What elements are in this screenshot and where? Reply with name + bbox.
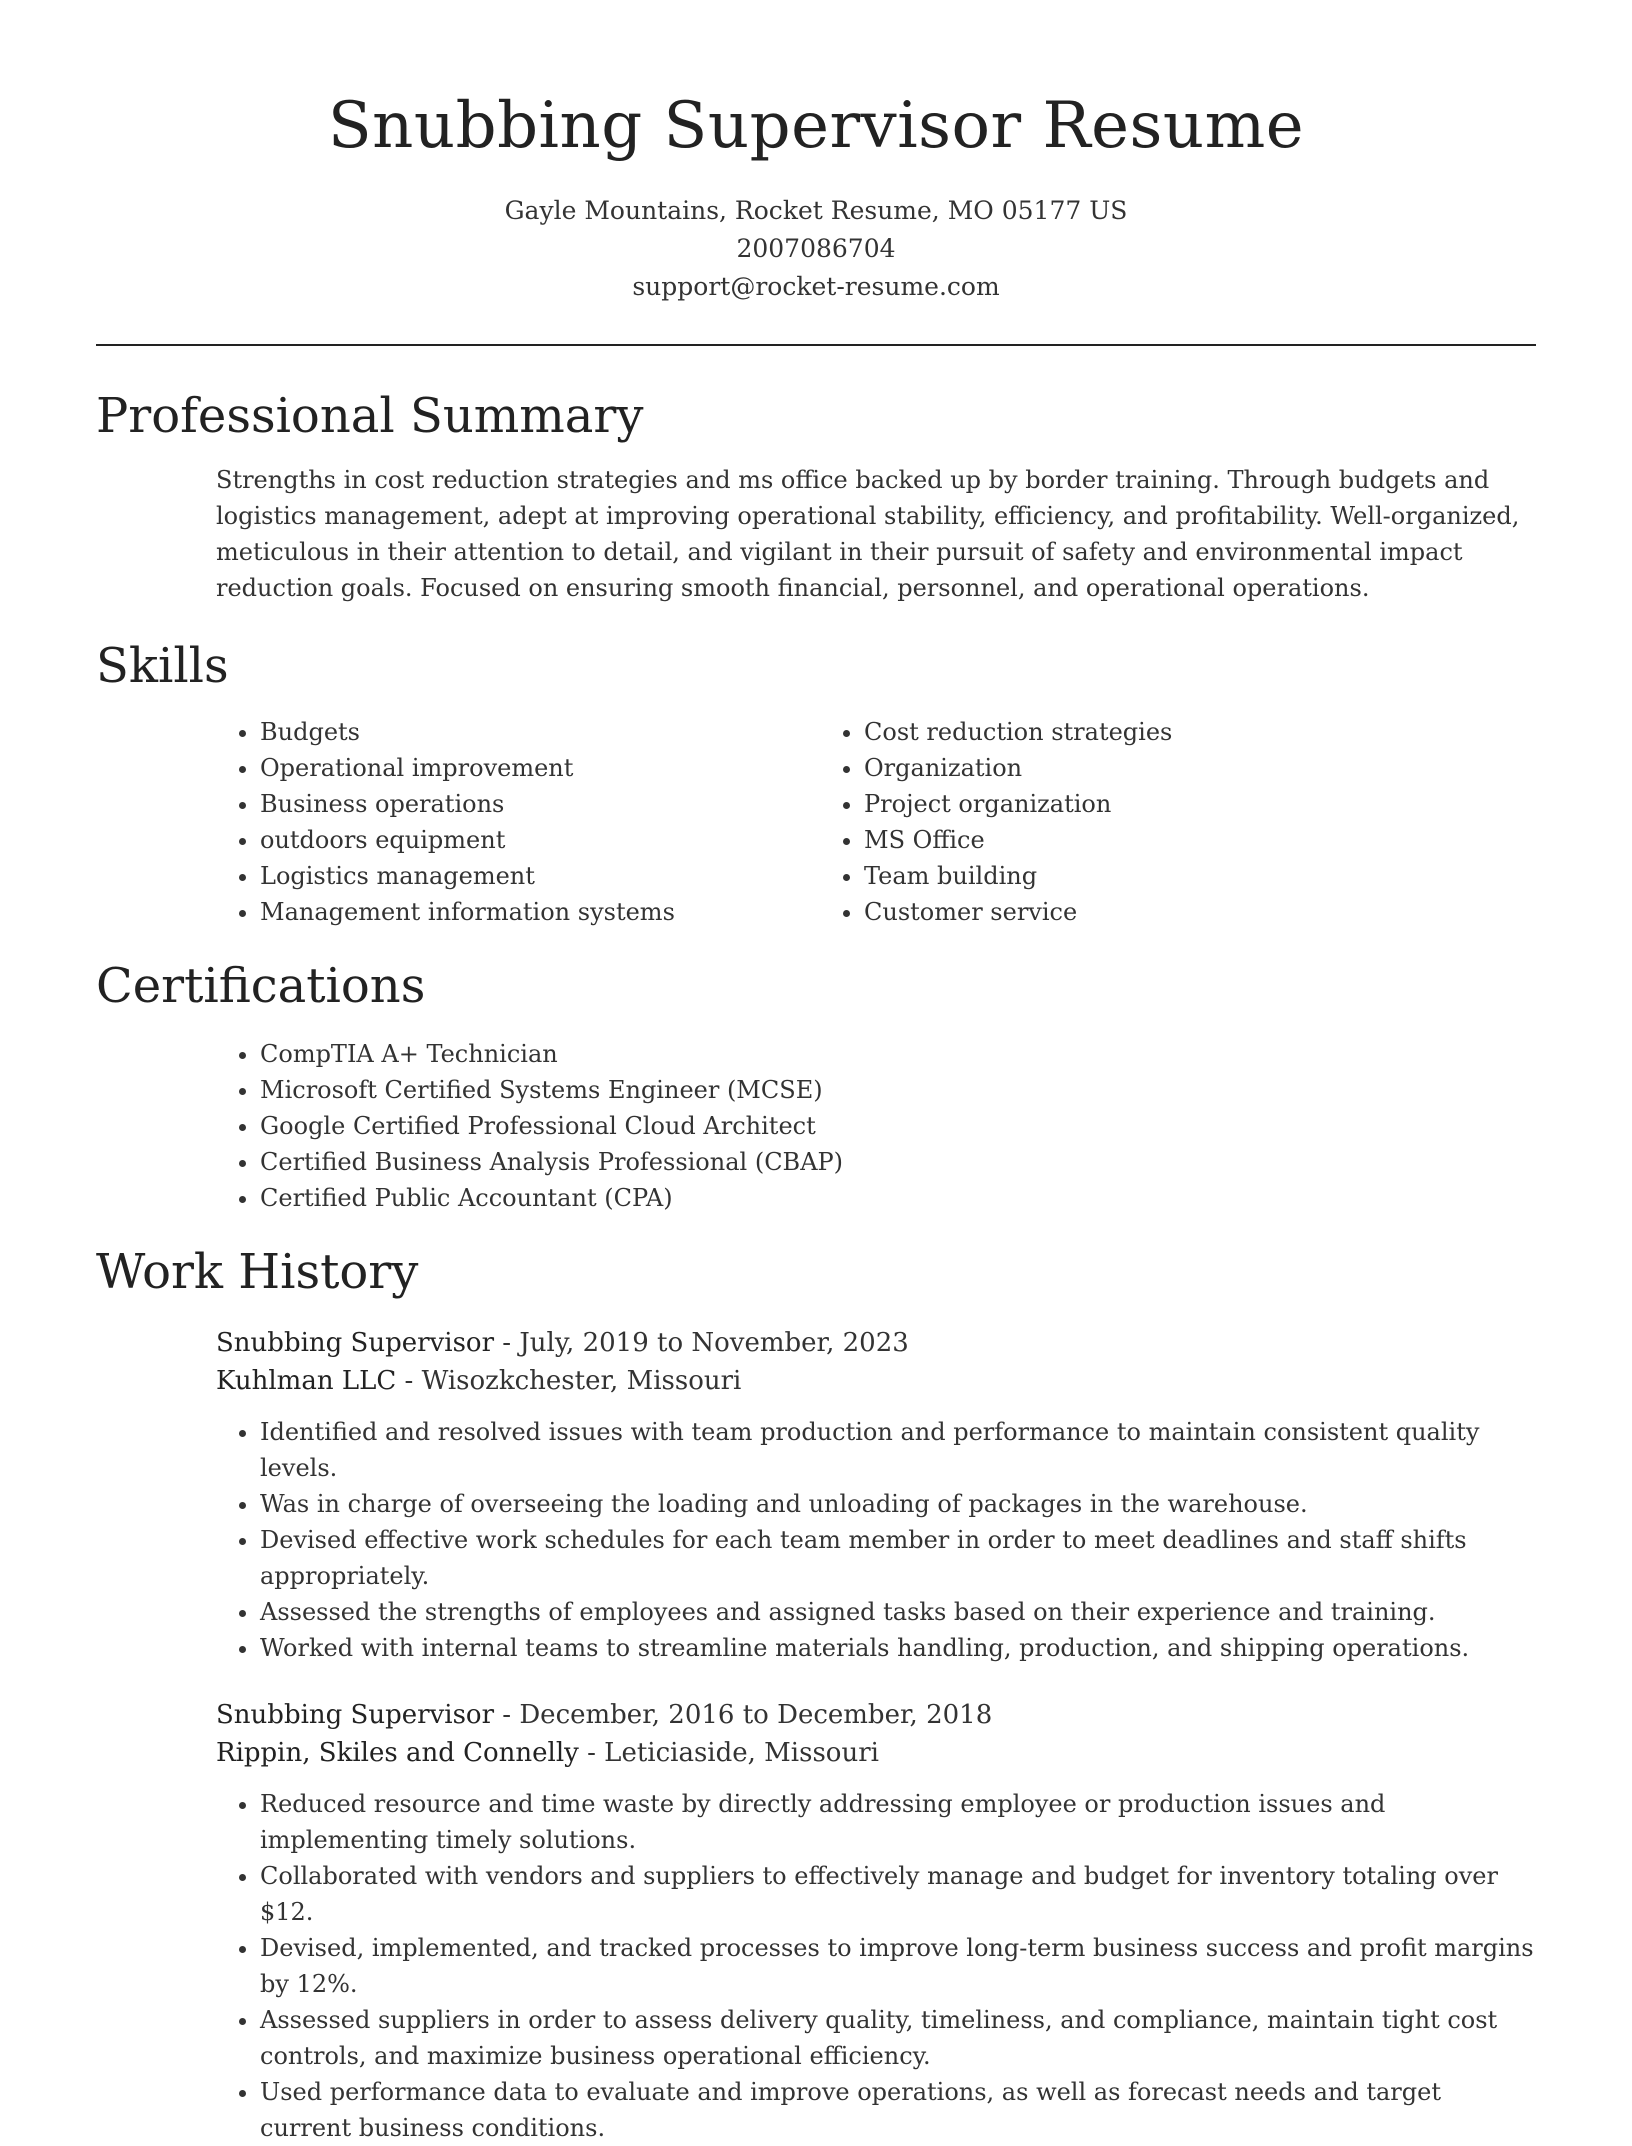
- certification-item: • Certified Business Analysis Professional (CBAP): [260, 1144, 1536, 1180]
- job-duties-list: [216, 1786, 1536, 2146]
- contact-email: support@rocket-resume.com: [632, 272, 1000, 301]
- job-location: - Leticiaside, Missouri: [578, 1738, 879, 1768]
- job-dates: - December, 2016 to December, 2018: [494, 1700, 993, 1730]
- contact-phone: 2007086704: [736, 234, 896, 263]
- skills-grid: [216, 714, 1536, 930]
- job-company: Rippin, Skiles and Connelly: [216, 1738, 579, 1768]
- job-duty-item: • Collaborated with vendors and suppliers to effectively manage and budget for inventory totaling over $12.: [260, 1858, 1536, 1930]
- skill-item: • MS Office: [864, 822, 1424, 858]
- skills-column-right: [820, 714, 1424, 930]
- skill-item: • Operational improvement: [260, 750, 820, 786]
- job-location: - Wisozkchester, Missouri: [396, 1366, 742, 1396]
- job-duty-item: • Reduced resource and time waste by directly addressing employee or production issues and implementing timely solutions.: [260, 1786, 1536, 1858]
- skills-heading: Skills: [96, 638, 229, 694]
- certification-item: • Certified Public Accountant (CPA): [260, 1180, 1536, 1216]
- certification-item: • Google Certified Professional Cloud Architect: [260, 1108, 1536, 1144]
- job-duty-item: • Devised, implemented, and tracked processes to improve long-term business success and profit margins by 12%.: [260, 1930, 1536, 2002]
- skill-item: • Business operations: [260, 786, 820, 822]
- job-duty-item: • Assessed suppliers in order to assess delivery quality, timeliness, and compliance, maintain tight cost controls, and maximize business operational efficiency.: [260, 2002, 1536, 2074]
- resume-title: Snubbing Supervisor Resume: [327, 89, 1305, 163]
- job-duty-item: • Used performance data to evaluate and improve operations, as well as forecast needs and target current business conditions.: [260, 2074, 1536, 2146]
- job-duties-list: [216, 1414, 1536, 1666]
- skill-item: • Customer service: [864, 894, 1424, 930]
- skill-item: • Logistics management: [260, 858, 820, 894]
- job-company: Kuhlman LLC: [216, 1366, 397, 1396]
- job-role: Snubbing Supervisor: [216, 1700, 495, 1730]
- skill-item: • Budgets: [260, 714, 820, 750]
- job-title-line: [216, 1696, 1536, 1734]
- summary-heading: Professional Summary: [96, 388, 644, 444]
- certification-item: • Microsoft Certified Systems Engineer (MCSE): [260, 1072, 1536, 1108]
- job-duty-item: • Identified and resolved issues with team production and performance to maintain consistent quality levels.: [260, 1414, 1536, 1486]
- work-history-heading: Work History: [96, 1244, 419, 1300]
- certifications-heading: Certifications: [96, 958, 426, 1014]
- job-company-line: [216, 1734, 1536, 1772]
- header-divider: [96, 344, 1536, 346]
- job-company-line: [216, 1362, 1536, 1400]
- job-duty-item: • Worked with internal teams to streamline materials handling, production, and shipping operations.: [260, 1630, 1536, 1666]
- contact-address: Gayle Mountains, Rocket Resume, MO 05177 US: [504, 196, 1128, 225]
- job-duty-item: • Was in charge of overseeing the loading and unloading of packages in the warehouse.: [260, 1486, 1536, 1522]
- skill-item: • Team building: [864, 858, 1424, 894]
- skill-item: • Management information systems: [260, 894, 820, 930]
- skill-item: • Organization: [864, 750, 1424, 786]
- certifications-list: [216, 1036, 1536, 1216]
- job-duty-item: • Devised effective work schedules for each team member in order to meet deadlines and staff shifts appropriately.: [260, 1522, 1536, 1594]
- skills-column-left: [216, 714, 820, 930]
- section-work-history: [96, 1242, 1536, 2146]
- job-entry: [216, 1696, 1536, 2146]
- job-title-line: [216, 1324, 1536, 1362]
- section-skills: [96, 636, 1536, 930]
- job-role: Snubbing Supervisor: [216, 1328, 495, 1358]
- job-entry: [216, 1324, 1536, 1666]
- skill-item: • Project organization: [864, 786, 1424, 822]
- certification-item: • CompTIA A+ Technician: [260, 1036, 1536, 1072]
- skill-item: • Cost reduction strategies: [864, 714, 1424, 750]
- job-duty-item: • Assessed the strengths of employees and assigned tasks based on their experience and training.: [260, 1594, 1536, 1630]
- contact-block: [96, 192, 1536, 306]
- section-professional-summary: [96, 386, 1536, 606]
- job-dates: - July, 2019 to November, 2023: [494, 1328, 909, 1358]
- skill-item: • outdoors equipment: [260, 822, 820, 858]
- resume-header: [96, 0, 1536, 306]
- section-certifications: [96, 956, 1536, 1216]
- summary-text: Strengths in cost reduction strategies and ms office backed up by border training. Through budgets and logistics management, adept at improving operational stability, efficiency, and profitability. Well-organized, meticulous in their attention to detail, and vigilant in their pursuit of safety and environmental impact reduction goals. Focused on ensuring smooth financial, personnel, and operational operations.: [216, 466, 1520, 602]
